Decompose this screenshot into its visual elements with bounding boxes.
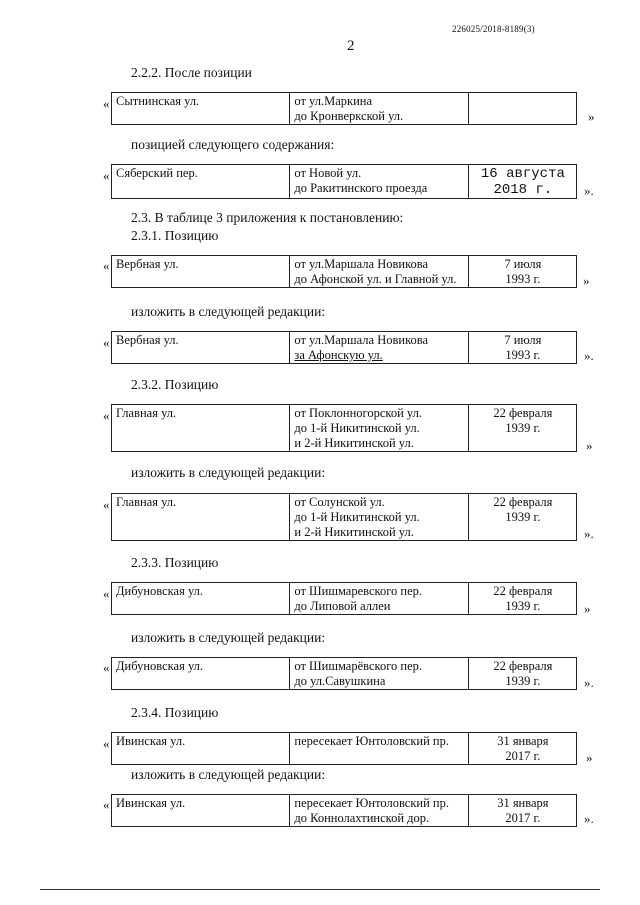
- table-dibunovskaya-old: [111, 582, 577, 615]
- close-quote: »: [586, 438, 593, 453]
- date-cell: 7 июля 1993 г.: [468, 256, 576, 288]
- street-name-cell: Сытнинская ул.: [112, 93, 290, 125]
- route-cell: от Солунской ул. до 1-й Никитинской ул. и 2-й Никитинской ул.: [290, 494, 468, 541]
- street-name-cell: Ивинская ул.: [112, 733, 290, 765]
- route-cell: от ул.Маршала Новикова за Афонскую ул.: [290, 332, 468, 364]
- street-name-cell: Вербная ул.: [112, 332, 290, 364]
- table-ivinskaya-new: [111, 794, 577, 827]
- edit-label: изложить в следующей редакции:: [131, 767, 326, 782]
- date-cell: 31 января 2017 г.: [468, 733, 576, 765]
- section-2-3: 2.3. В таблице 3 приложения к постановлению:: [131, 210, 404, 225]
- close-quote: »: [586, 750, 593, 765]
- route-cell: от Новой ул. до Ракитинского проезда: [290, 165, 468, 199]
- open-quote: «: [103, 660, 110, 675]
- street-name-cell: Дибуновская ул.: [112, 658, 290, 690]
- close-quote: »: [583, 273, 590, 288]
- route-cell: от Шишмаревского пер. до Липовой аллеи: [290, 583, 468, 615]
- edit-label: изложить в следующей редакции:: [131, 465, 326, 480]
- street-name-cell: Вербная ул.: [112, 256, 290, 288]
- date-cell: 22 февраля 1939 г.: [468, 405, 576, 452]
- open-quote: «: [103, 96, 110, 111]
- street-name-cell: Ивинская ул.: [112, 795, 290, 827]
- edit-label: изложить в следующей редакции:: [131, 630, 326, 645]
- page-number: 2: [347, 38, 355, 54]
- table-dibunovskaya-new: [111, 657, 577, 690]
- table-syaberskiy: [111, 164, 577, 199]
- route-cell: от Поклонногорской ул. до 1-й Никитинской ул. и 2-й Никитинской ул.: [290, 405, 468, 452]
- table-glavnaya-new: [111, 493, 577, 541]
- open-quote: «: [103, 335, 110, 350]
- close-quote: ».: [584, 811, 594, 826]
- table-glavnaya-old: [111, 404, 577, 452]
- table-sytninskaya: [111, 92, 577, 125]
- close-quote: »: [584, 601, 591, 616]
- date-cell: [468, 93, 576, 125]
- date-cell: 16 августа 2018 г.: [468, 165, 576, 199]
- close-quote: ».: [584, 675, 594, 690]
- street-name-cell: Сяберский пер.: [112, 165, 290, 199]
- open-quote: «: [103, 168, 110, 183]
- date-cell: 7 июля 1993 г.: [468, 332, 576, 364]
- open-quote: «: [103, 258, 110, 273]
- close-quote: »: [588, 109, 595, 124]
- footer-divider: [40, 889, 600, 890]
- date-cell: 22 февраля 1939 г.: [468, 494, 576, 541]
- section-2-3-1: 2.3.1. Позицию: [131, 228, 219, 243]
- open-quote: «: [103, 797, 110, 812]
- open-quote: «: [103, 408, 110, 423]
- section-2-2-2: 2.2.2. После позиции: [131, 65, 252, 80]
- route-cell: от ул.Маршала Новикова до Афонской ул. и Главной ул.: [290, 256, 468, 288]
- close-quote: ».: [584, 526, 594, 541]
- open-quote: «: [103, 736, 110, 751]
- route-cell: пересекает Юнтоловский пр.: [290, 733, 468, 765]
- route-cell: пересекает Юнтоловский пр. до Коннолахтинской дор.: [290, 795, 468, 827]
- section-2-3-2: 2.3.2. Позицию: [131, 377, 219, 392]
- date-cell: 31 января 2017 г.: [468, 795, 576, 827]
- close-quote: ».: [584, 348, 594, 363]
- document-number: 226025/2018-8189(3): [452, 24, 535, 34]
- open-quote: «: [103, 497, 110, 512]
- open-quote: «: [103, 586, 110, 601]
- route-cell: от Шишмарёвского пер. до ул.Савушкина: [290, 658, 468, 690]
- content-label: позицией следующего содержания:: [131, 137, 335, 152]
- street-name-cell: Главная ул.: [112, 494, 290, 541]
- table-ivinskaya-old: [111, 732, 577, 765]
- date-cell: 22 февраля 1939 г.: [468, 583, 576, 615]
- route-cell: от ул.Маркина до Кронверкской ул.: [290, 93, 468, 125]
- table-verbnaya-new: [111, 331, 577, 364]
- date-cell: 22 февраля 1939 г.: [468, 658, 576, 690]
- street-name-cell: Дибуновская ул.: [112, 583, 290, 615]
- section-2-3-3: 2.3.3. Позицию: [131, 555, 219, 570]
- section-2-3-4: 2.3.4. Позицию: [131, 705, 219, 720]
- close-quote: ».: [584, 183, 594, 198]
- edit-label: изложить в следующей редакции:: [131, 304, 326, 319]
- street-name-cell: Главная ул.: [112, 405, 290, 452]
- table-verbnaya-old: [111, 255, 577, 288]
